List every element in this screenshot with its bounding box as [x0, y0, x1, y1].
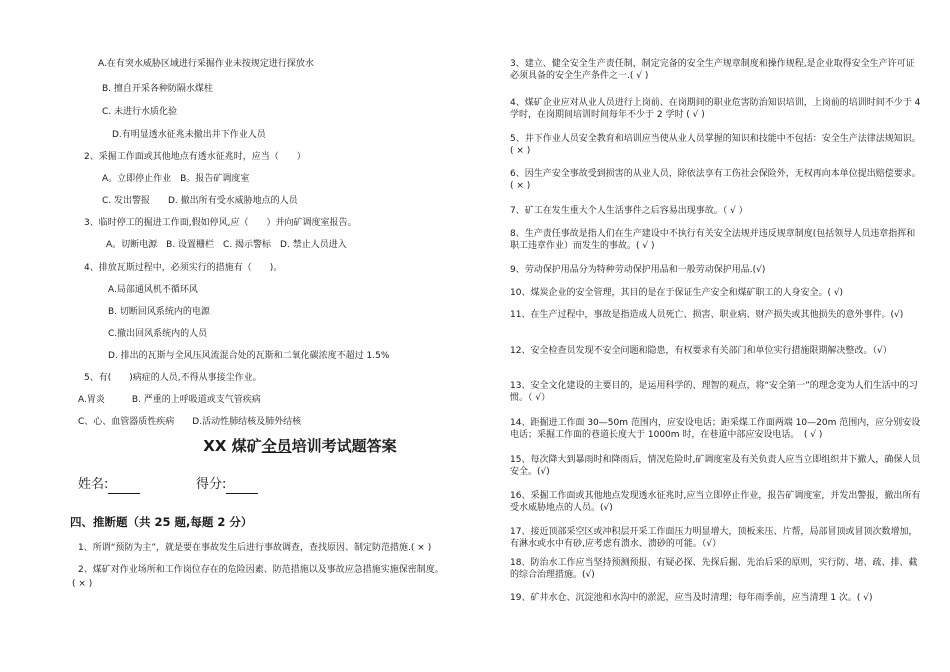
- q4-option-c: C.撤出回风系统内的人员: [108, 329, 208, 339]
- q5-options-cd: C、心、血管器质性疾病 D.活动性肺结核及肺外结核: [78, 417, 302, 427]
- question-3: 3、临时停工的掘进工作面,假如停风,应（ ）并向矿调度室报告。: [84, 218, 357, 228]
- judgement-1: 1、所谓“预防为主”，就是要在事故发生后进行事故调查，查找原因、制定防范措施.( × ): [78, 543, 432, 553]
- judgement-item: 15、每次降大到暴雨时和降雨后，情况危险时,矿调度室及有关负责人应当立即组织井下撤人，确保人员安全。(√): [510, 455, 921, 477]
- section-heading: 四、推断题（共 25 题,每题 2 分）: [70, 515, 253, 529]
- title-suffix: 培训考试题答案: [291, 437, 397, 455]
- title-prefix: XX 煤矿: [203, 437, 262, 455]
- judgement-item: 10、煤炭企业的安全管理，其目的是在于保证生产安全和煤矿职工的人身安全。( √): [510, 288, 844, 298]
- judgement-2: 2、煤矿对作业场所和工作岗位存在的危险因素、防范措施以及事故应急措施实施保密制度。: [78, 565, 444, 575]
- score-field: [196, 476, 258, 494]
- q3-options: A。切断电源 B. 设置栅栏 C. 揭示警标 D. 禁止人员进入: [106, 240, 347, 250]
- q1-option-b: B. 擅自开采各种防隔水煤柱: [102, 84, 213, 94]
- name-blank: [108, 479, 140, 494]
- question-2: 2、采掘工作面或其他地点有透水征兆时，应当（ ）: [84, 152, 306, 162]
- q2-options-cd: C. 发出警报 D. 撤出所有受水威胁地点的人员: [102, 196, 298, 206]
- question-4: 4、排放瓦斯过程中，必须实行的措施有（ )。: [84, 263, 283, 273]
- q4-option-b: B. 切断回风系统内的电源: [108, 307, 210, 317]
- score-blank: [226, 479, 258, 494]
- document-title: [150, 436, 450, 456]
- judgement-item: 12、安全检查员发现不安全问题和隐患，有权要求有关部门和单位实行措施限期解决整改。（√）: [510, 346, 892, 356]
- q1-option-c: C. 未进行水质化验: [102, 107, 178, 117]
- judgement-item: 11、在生产过程中，事故是指造成人员死亡、损害、职业病、财产损失或其他损失的意外事件。(√): [510, 310, 904, 320]
- judgement-item: 5、井下作业人员安全教育和培训应当使从业人员掌握的知识和技能中不包括：安全生产法律法规知识。( × ): [510, 134, 921, 156]
- judgement-item: 7、矿工在发生重大个人生活事件之后容易出现事故。（ √ ）: [510, 206, 748, 216]
- score-label: 得分:: [196, 477, 227, 492]
- judgement-item: 3、建立、健全安全生产责任制，制定完备的安全生产规章制度和操作规程,是企业取得安全生产许可证必须具备的安全生产条件之一.( √ ): [510, 59, 915, 81]
- judgement-item: 9、劳动保护用品分为特种劳动保护用品和一般劳动保护用品.(√): [510, 265, 766, 275]
- q1-option-a: A.在有突水威胁区域进行采掘作业未按规定进行探放水: [98, 59, 314, 69]
- q1-option-d: D.有明显透水征兆未撤出井下作业人员: [112, 130, 266, 140]
- name-label: 姓名:: [78, 477, 109, 492]
- judgement-item: 8、生产责任事故是指人们在生产建设中不执行有关安全法规并违反规章制度(包括领导人员违章指挥和职工违章作业）而发生的事故。( √ ): [510, 229, 916, 251]
- q4-option-d: D. 排出的瓦斯与全风压风流混合处的瓦斯和二氧化碳浓度不超过 1.5%: [108, 351, 390, 361]
- judgement-item: 17、接近顶部采空区或冲积层开采工作面压力明显增大，顶板来压、片帮，局部冒顶或冒顶次数增加，有淋水或水中有砂,应考虑有溃水、溃砂的可能。（√）: [510, 527, 918, 549]
- judgement-item: 4、煤矿企业应对从业人员进行上岗前、在岗期间的职业危害防治知识培训，上岗前的培训时间不少于 4 学时，在岗期间培训时间每年不少于 2 学时 ( √ ): [510, 98, 921, 120]
- q5-options-ab: A.胃炎 B. 严重的上呼吸道或支气管疾病: [78, 395, 261, 405]
- judgement-item: 19、矿井水仓、沉淀池和水沟中的淤泥，应当及时清理；每年雨季前，应当清理 1 次。( √): [510, 593, 873, 603]
- judgement-item: 16、采掘工作面或其他地点发现透水征兆时,应当立即停止作业，报告矿调度室，并发出警报，撤出所有受水威胁地点的人员。(√): [510, 491, 921, 513]
- judgement-2-answer: ( × ): [72, 579, 93, 589]
- q4-option-a: A.局部通风机不循环风: [108, 285, 198, 295]
- judgement-item: 14、距掘进工作面 30—50m 范围内，应安设电话；距采煤工作面两端 10—20m 范围内，应分别安设电话；采掘工作面的巷道长度大于 1000m 时，在巷道中部应安设电话。 ( √ ): [510, 418, 921, 440]
- title-underlined: 全员: [261, 437, 292, 455]
- q2-options-ab: A。立即停止作业 B。报告矿调度室: [102, 174, 250, 184]
- name-field: [78, 476, 140, 494]
- question-5: 5、有( )病症的人员,不得从事接尘作业。: [84, 373, 262, 383]
- judgement-item: 6、因生产安全事故受到损害的从业人员，除依法享有工伤社会保险外，无权再向本单位提出赔偿要求。 ( × ): [510, 169, 926, 191]
- judgement-item: 18、防治水工作应当坚持预测预报、有疑必探、先探后掘、先治后采的原则，实行防、堵、疏、排、截的综合治理措施。(√): [510, 558, 918, 580]
- judgement-item: 13、安全文化建设的主要目的，是运用科学的、理智的观点，将“安全第一”的理念变为人们生活中的习惯。（ √）: [510, 381, 918, 403]
